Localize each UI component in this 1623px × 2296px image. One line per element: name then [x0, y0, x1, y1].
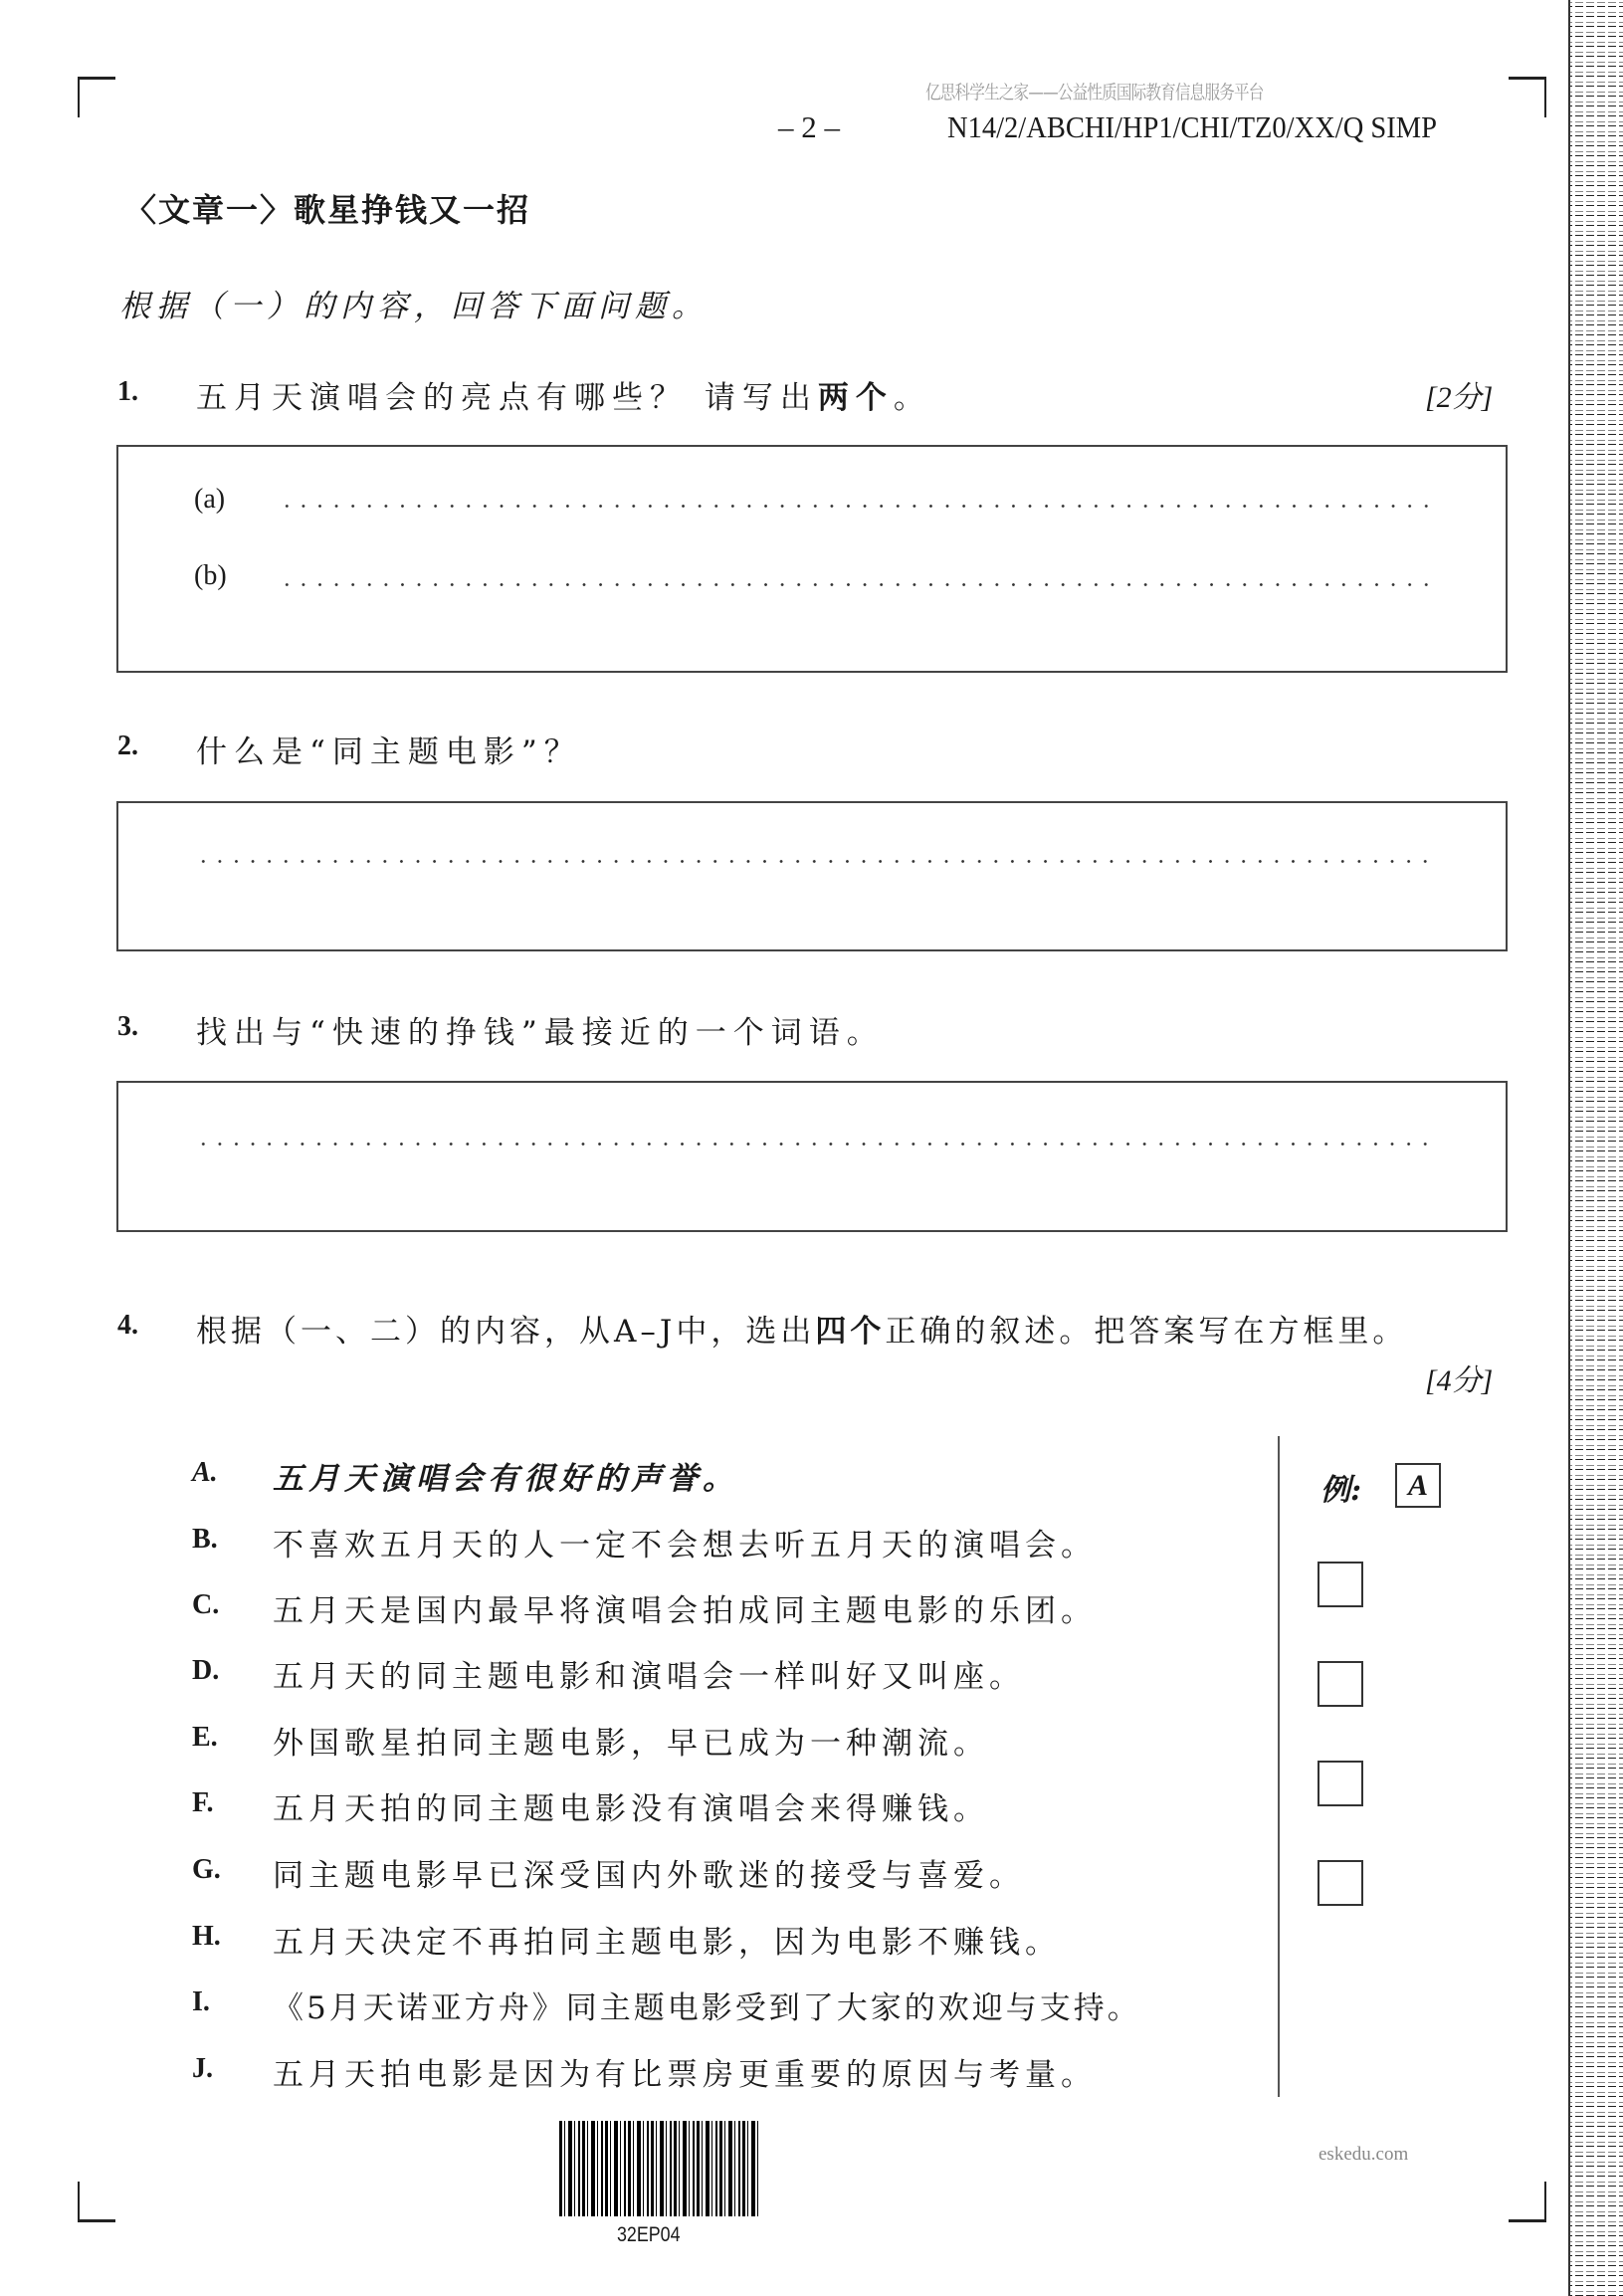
option-e-text: 外国歌星拍同主题电影，早已成为一种潮流。	[273, 1726, 989, 1762]
option-a-letter: A.	[192, 1457, 218, 1488]
question-4-text: 根据（一、二）的内容，从A–J中，选出四个正确的叙述。把答案写在方框里。	[196, 1314, 1408, 1350]
question-4-marks: [4分]	[1425, 1364, 1494, 1397]
question-1-emphasis: 两个	[817, 380, 894, 416]
question-1a-label: (a)	[194, 484, 226, 515]
page-number: – 2 –	[778, 109, 840, 144]
option-j-text: 五月天拍电影是因为有比票房更重要的原因与考量。	[273, 2057, 1097, 2093]
example-label: 例:	[1320, 1473, 1362, 1508]
option-f-text: 五月天拍的同主题电影没有演唱会来得赚钱。	[273, 1791, 989, 1827]
option-d-letter: D.	[192, 1655, 220, 1686]
question-1a-answer-line[interactable]	[279, 505, 1435, 508]
question-1-text: 五月天演唱会的亮点有哪些？ 请写出两个。	[196, 380, 931, 416]
option-a-text: 五月天演唱会有很好的声誉。	[273, 1461, 738, 1497]
question-3-answer-box[interactable]	[116, 1081, 1508, 1232]
crop-mark-top-right	[1509, 77, 1546, 117]
question-2-answer-box[interactable]	[116, 801, 1508, 951]
question-4-emphasis: 四个	[815, 1314, 886, 1350]
option-g-text: 同主题电影早已深受国内外歌迷的接受与喜爱。	[273, 1858, 1025, 1894]
option-c-text: 五月天是国内最早将演唱会拍成同主题电影的乐团。	[273, 1593, 1097, 1629]
question-2-number: 2.	[117, 731, 138, 761]
barcode-text: 32EP04	[617, 2223, 681, 2246]
question-2-text: 什么是“同主题电影”？	[196, 734, 582, 770]
answer-column-divider	[1278, 1436, 1280, 2097]
option-c-letter: C.	[192, 1589, 220, 1620]
question-4-number: 4.	[117, 1310, 138, 1341]
question-2-answer-line[interactable]	[195, 860, 1435, 863]
option-d-text: 五月天的同主题电影和演唱会一样叫好又叫座。	[273, 1659, 1025, 1695]
question-1b-label: (b)	[194, 560, 227, 591]
question-3-number: 3.	[117, 1011, 138, 1042]
section-instruction: 根据（一）的内容，回答下面问题。	[119, 289, 709, 324]
example-answer-box	[1395, 1463, 1441, 1508]
barcode-image	[559, 2121, 758, 2216]
question-3-text: 找出与“快速的挣钱”最接近的一个词语。	[196, 1015, 885, 1051]
question-1-marks: [2分]	[1425, 381, 1494, 414]
answer-box-1[interactable]	[1318, 1562, 1363, 1607]
header-watermark: 亿思科学生之家——公益性质国际教育信息服务平台	[925, 82, 1264, 104]
question-1b-answer-line[interactable]	[279, 583, 1435, 586]
question-1-number: 1.	[117, 376, 138, 407]
question-1-answer-box[interactable]	[116, 445, 1508, 673]
option-g-letter: G.	[192, 1854, 221, 1885]
section-title: 〈文章一〉歌星挣钱又一招	[124, 191, 531, 229]
example-answer-value: A	[1407, 1468, 1428, 1502]
footer-site-watermark: eskedu.com	[1319, 2144, 1409, 2165]
crop-mark-top-left	[78, 77, 115, 117]
crop-mark-bottom-right	[1509, 2182, 1546, 2222]
option-b-text: 不喜欢五月天的人一定不会想去听五月天的演唱会。	[273, 1528, 1097, 1564]
answer-box-3[interactable]	[1318, 1761, 1363, 1806]
answer-box-2[interactable]	[1318, 1661, 1363, 1707]
question-3-answer-line[interactable]	[195, 1143, 1435, 1146]
paper-code: N14/2/ABCHI/HP1/CHI/TZ0/XX/Q SIMP	[947, 109, 1438, 144]
option-f-letter: F.	[192, 1787, 214, 1818]
margin-pattern-strip	[1568, 0, 1623, 2296]
answer-box-4[interactable]	[1318, 1860, 1363, 1906]
option-e-letter: E.	[192, 1722, 218, 1753]
option-h-letter: H.	[192, 1921, 221, 1952]
option-h-text: 五月天决定不再拍同主题电影，因为电影不赚钱。	[273, 1925, 1061, 1961]
option-i-text: 《5月天诺亚方舟》同主题电影受到了大家的欢迎与支持。	[273, 1990, 1141, 2026]
option-b-letter: B.	[192, 1524, 218, 1555]
option-j-letter: J.	[192, 2053, 213, 2084]
crop-mark-bottom-left	[78, 2182, 115, 2222]
option-i-letter: I.	[192, 1986, 210, 2017]
